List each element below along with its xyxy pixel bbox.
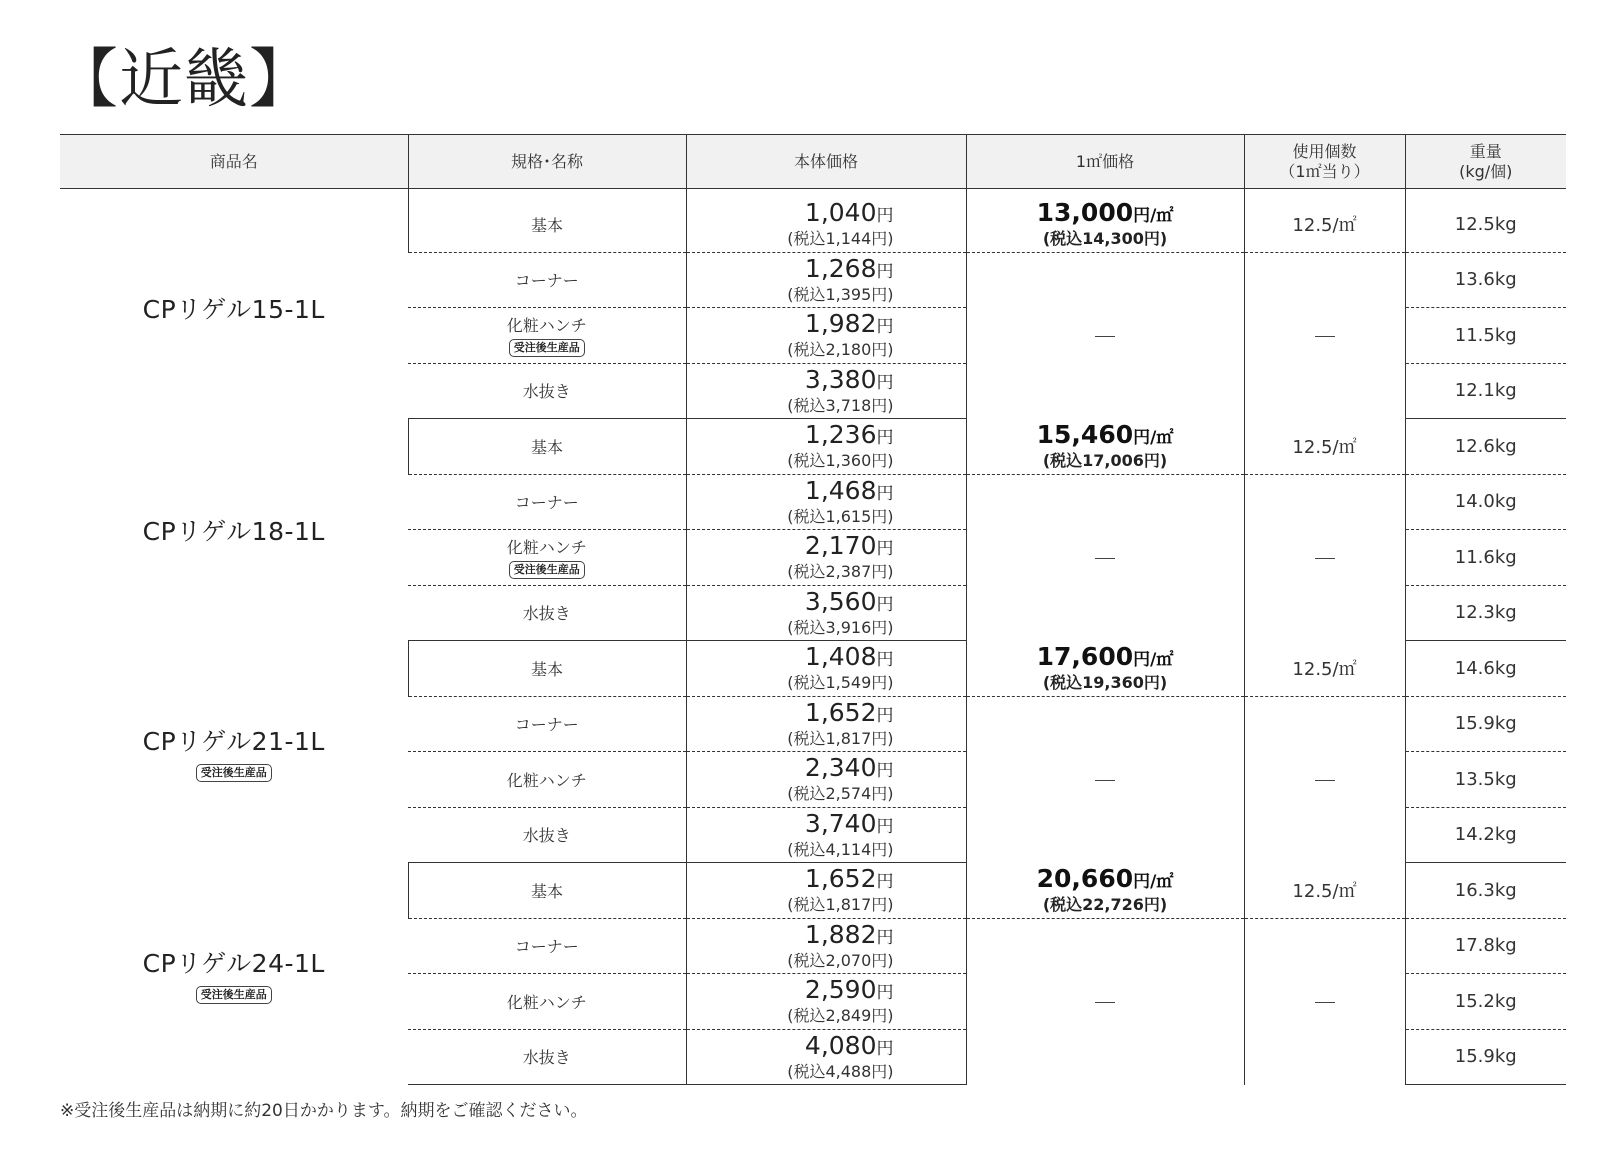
spec-label: 水抜き [522, 382, 571, 402]
dash-mark [1315, 1002, 1335, 1004]
product-name-cell [60, 863, 408, 1085]
weight-cell: 12.3kg [1405, 585, 1566, 641]
unit-price-cell [686, 752, 966, 808]
spec-label: 化粧ハンチ [506, 770, 587, 790]
product-name-cell [60, 419, 408, 641]
unit-price: 1,468 [804, 475, 877, 505]
spec-cell [408, 752, 686, 808]
unit-price: 1,652 [804, 864, 877, 894]
made-to-order-badge: 受注後生産品 [509, 339, 585, 357]
unit-price-cell [686, 197, 966, 253]
unit-price: 1,236 [804, 420, 877, 450]
weight-cell: 11.6kg [1405, 530, 1566, 586]
product-name: CPリゲル24-1L [142, 948, 325, 978]
unit-price-cell [686, 363, 966, 419]
weight-cell: 17.8kg [1405, 918, 1566, 974]
spec-label: 基本 [530, 437, 563, 457]
unit-price-cell [686, 641, 966, 697]
unit-price-cell [686, 1029, 966, 1085]
spec-cell [408, 474, 686, 530]
spec-label: コーナー [514, 715, 579, 735]
unit-price: 3,740 [804, 808, 877, 838]
dash-mark [1315, 780, 1335, 782]
price-table-body [60, 197, 1566, 1085]
spec-label: 水抜き [522, 604, 571, 624]
header-row [60, 135, 1566, 189]
unit-price: 2,590 [804, 975, 877, 1005]
unit-price: 2,340 [804, 753, 877, 783]
sqm-price-tax: (税込22,726円) [1042, 895, 1168, 914]
header-pcs-line1: 使用個数 [1292, 141, 1357, 161]
spec-label: コーナー [514, 937, 579, 957]
header-weight [1405, 135, 1566, 189]
weight-cell: 12.5kg [1405, 197, 1566, 253]
spec-cell [408, 363, 686, 419]
made-to-order-badge: 受注後生産品 [509, 561, 585, 579]
weight-cell: 14.0kg [1405, 474, 1566, 530]
sqm-unit: 円/㎡ [1133, 650, 1174, 670]
spec-label: 化粧ハンチ [506, 538, 587, 558]
header-weight-line1: 重量 [1469, 141, 1502, 161]
unit-price-tax: (税込2,849円) [787, 1006, 894, 1026]
header-product: 商品名 [60, 135, 408, 189]
spec-label: 化粧ハンチ [506, 316, 587, 336]
sqm-price: 17,600 [1036, 642, 1134, 671]
product-name-cell [60, 641, 408, 863]
price-table [60, 134, 1566, 1085]
header-price: 本体価格 [686, 135, 966, 189]
unit-price-cell [686, 807, 966, 863]
table-row [60, 641, 1566, 697]
yen-unit: 円 [876, 816, 894, 837]
yen-unit: 円 [876, 539, 894, 560]
sqm-price-cell [966, 197, 1244, 253]
weight-cell: 14.2kg [1405, 807, 1566, 863]
unit-price-cell [686, 252, 966, 308]
sqm-price-cell [966, 641, 1244, 697]
product-name: CPリゲル15-1L [142, 294, 325, 324]
sqm-unit: 円/㎡ [1133, 428, 1174, 448]
spec-cell [408, 974, 686, 1030]
unit-price-tax: (税込3,916円) [787, 617, 894, 637]
spec-cell [408, 696, 686, 752]
yen-unit: 円 [876, 483, 894, 504]
yen-unit: 円 [876, 927, 894, 948]
spec-label: コーナー [514, 271, 579, 291]
header-pcs-line2: （1㎡当り） [1279, 161, 1370, 181]
yen-unit: 円 [876, 594, 894, 615]
dash-mark [1315, 558, 1335, 560]
sqm-price-tax: (税込17,006円) [1042, 451, 1168, 470]
unit-price: 1,652 [804, 697, 877, 727]
pcs-per-sqm: 12.5/㎡ [1244, 197, 1405, 253]
sqm-price-empty [966, 252, 1244, 419]
pcs-empty [1244, 918, 1405, 1085]
sqm-price: 13,000 [1036, 198, 1134, 227]
unit-price: 1,040 [804, 198, 877, 227]
unit-price-tax: (税込1,549円) [787, 673, 894, 693]
header-pcs [1244, 135, 1405, 189]
unit-price-tax: (税込4,114円) [787, 839, 894, 859]
table-row [60, 863, 1566, 919]
page-title: 【近畿】 [54, 43, 314, 117]
spec-label: 水抜き [522, 826, 571, 846]
header-sqm-price: 1㎡価格 [966, 135, 1244, 189]
sqm-price-empty [966, 918, 1244, 1085]
unit-price-cell [686, 863, 966, 919]
unit-price-tax: (税込2,574円) [787, 784, 894, 804]
yen-unit: 円 [876, 428, 894, 449]
yen-unit: 円 [876, 872, 894, 893]
sqm-price-tax: (税込19,360円) [1042, 673, 1168, 692]
spec-cell [408, 863, 686, 919]
yen-unit: 円 [876, 317, 894, 338]
spec-label: 化粧ハンチ [506, 992, 587, 1012]
pcs-per-sqm: 12.5/㎡ [1244, 641, 1405, 697]
weight-cell: 11.5kg [1405, 308, 1566, 364]
dash-mark [1315, 336, 1335, 338]
spec-cell [408, 197, 686, 253]
spec-cell [408, 1029, 686, 1085]
weight-cell: 15.9kg [1405, 696, 1566, 752]
unit-price-tax: (税込1,395円) [787, 284, 894, 304]
unit-price-tax: (税込1,144円) [787, 229, 894, 248]
unit-price-cell [686, 974, 966, 1030]
yen-unit: 円 [876, 372, 894, 393]
unit-price-tax: (税込2,387円) [787, 562, 894, 582]
weight-cell: 16.3kg [1405, 863, 1566, 919]
unit-price-cell [686, 419, 966, 475]
spec-cell [408, 918, 686, 974]
product-name-cell [60, 197, 408, 419]
product-name: CPリゲル18-1L [142, 516, 325, 546]
yen-unit: 円 [876, 206, 894, 226]
dash-mark [1095, 336, 1115, 338]
sqm-price-empty [966, 474, 1244, 641]
made-to-order-badge: 受注後生産品 [196, 764, 272, 782]
unit-price-tax: (税込1,817円) [787, 728, 894, 748]
spec-cell [408, 641, 686, 697]
unit-price-tax: (税込2,180円) [787, 340, 894, 360]
header-spec: 規格･名称 [408, 135, 686, 189]
spec-label: 基本 [530, 659, 563, 679]
weight-cell: 15.2kg [1405, 974, 1566, 1030]
table-row [60, 197, 1566, 253]
unit-price-cell [686, 308, 966, 364]
spec-cell [408, 807, 686, 863]
sqm-price-cell [966, 419, 1244, 475]
unit-price: 4,080 [804, 1030, 877, 1060]
yen-unit: 円 [876, 983, 894, 1004]
pcs-empty [1244, 474, 1405, 641]
made-to-order-badge: 受注後生産品 [196, 986, 272, 1004]
dash-mark [1095, 780, 1115, 782]
unit-price: 1,882 [804, 919, 877, 949]
weight-cell: 13.5kg [1405, 752, 1566, 808]
sqm-price: 15,460 [1036, 420, 1134, 449]
unit-price-cell [686, 530, 966, 586]
spec-label: 基本 [530, 881, 563, 901]
unit-price-cell [686, 585, 966, 641]
yen-unit: 円 [876, 1038, 894, 1059]
weight-cell: 14.6kg [1405, 641, 1566, 697]
sqm-unit: 円/㎡ [1133, 206, 1174, 226]
spec-label: 水抜き [522, 1048, 571, 1068]
unit-price-tax: (税込3,718円) [787, 395, 894, 415]
weight-cell: 15.9kg [1405, 1029, 1566, 1085]
spec-cell [408, 308, 686, 364]
unit-price: 1,408 [804, 642, 877, 672]
sqm-price: 20,660 [1036, 864, 1134, 893]
weight-cell: 12.6kg [1405, 419, 1566, 475]
pcs-per-sqm: 12.5/㎡ [1244, 863, 1405, 919]
dash-mark [1095, 1002, 1115, 1004]
product-name: CPリゲル21-1L [142, 726, 325, 756]
weight-cell: 12.1kg [1405, 363, 1566, 419]
yen-unit: 円 [876, 650, 894, 671]
footnote: ※受注後生産品は納期に約20日かかります。納期をご確認ください。 [60, 1101, 588, 1121]
spec-label: コーナー [514, 493, 579, 513]
yen-unit: 円 [876, 761, 894, 782]
spec-cell [408, 585, 686, 641]
unit-price-tax: (税込1,360円) [787, 451, 894, 471]
dash-mark [1095, 558, 1115, 560]
unit-price-cell [686, 474, 966, 530]
yen-unit: 円 [876, 705, 894, 726]
spec-cell [408, 530, 686, 586]
spec-label: 基本 [530, 215, 563, 235]
sqm-price-cell [966, 863, 1244, 919]
unit-price-cell [686, 918, 966, 974]
unit-price: 1,268 [804, 253, 877, 283]
unit-price-tax: (税込4,488円) [787, 1061, 894, 1081]
sqm-unit: 円/㎡ [1133, 872, 1174, 892]
pcs-per-sqm: 12.5/㎡ [1244, 419, 1405, 475]
pcs-empty [1244, 252, 1405, 419]
header-weight-line2: (kg/個) [1459, 161, 1513, 181]
sqm-price-tax: (税込14,300円) [1042, 229, 1168, 248]
table-row [60, 419, 1566, 475]
unit-price: 2,170 [804, 531, 877, 561]
unit-price-tax: (税込1,615円) [787, 506, 894, 526]
unit-price: 1,982 [804, 309, 877, 339]
unit-price: 3,560 [804, 586, 877, 616]
unit-price-cell [686, 696, 966, 752]
spec-cell [408, 419, 686, 475]
pcs-empty [1244, 696, 1405, 863]
weight-cell: 13.6kg [1405, 252, 1566, 308]
yen-unit: 円 [876, 261, 894, 282]
unit-price: 3,380 [804, 364, 877, 394]
spec-cell [408, 252, 686, 308]
unit-price-tax: (税込1,817円) [787, 895, 894, 915]
unit-price-tax: (税込2,070円) [787, 950, 894, 970]
sqm-price-empty [966, 696, 1244, 863]
